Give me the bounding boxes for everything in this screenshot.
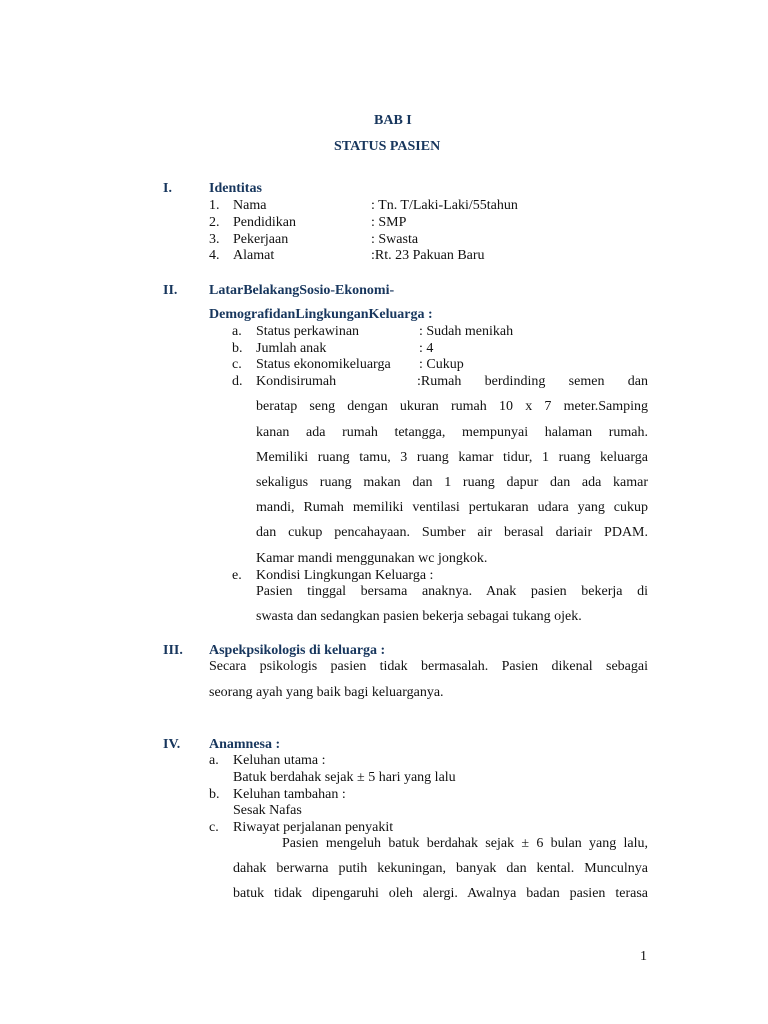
paragraph-line: dahak berwarna putih kekuningan, banyak dan kental. Munculnya [233,861,648,876]
field-label-jumlah-anak: Jumlah anak [256,341,327,356]
field-value-alamat: :Rt. 23 Pakuan Baru [371,248,485,263]
paragraph-line: dan cukup pencahayaan. Sumber air berasal dariair PDAM. [256,525,648,540]
list-item-letter: b. [232,341,243,356]
field-label-keluhan-utama: Keluhan utama : [233,753,326,768]
list-item-number: 3. [209,232,220,247]
section-heading-latar-line2: DemografidanLingkunganKeluarga : [209,307,433,322]
list-item-number: 2. [209,215,220,230]
field-label-kondisi-lingkungan: Kondisi Lingkungan Keluarga : [256,568,434,583]
list-item-letter: b. [209,787,220,802]
chapter-title: BAB I [374,113,412,128]
paragraph-line: kanan ada rumah tetangga, mempunyai halaman rumah. [256,425,648,440]
list-item-letter: e. [232,568,242,583]
section-heading-latar-line1: LatarBelakangSosio-Ekonomi- [209,283,395,298]
section-heading-psikologis: Aspekpsikologis di keluarga : [209,643,386,658]
paragraph-line: Pasien tinggal bersama anaknya. Anak pasien bekerja di [256,584,648,599]
list-item-letter: a. [209,753,219,768]
section-numeral-2: II. [163,283,178,298]
field-label-status-perkawinan: Status perkawinan [256,324,360,339]
paragraph-line-last: seorang ayah yang baik bagi keluarganya. [209,685,444,700]
list-item-letter: a. [232,324,242,339]
paragraph-line: beratap seng dengan ukuran rumah 10 x 7 meter.Samping [256,399,648,414]
field-label-pendidikan: Pendidikan [233,215,296,230]
paragraph-line: mandi, Rumah memiliki ventilasi pertukaran udara yang cukup [256,500,648,515]
paragraph-line: Pasien mengeluh batuk berdahak sejak ± 6 bulan yang lalu, [282,836,648,851]
list-item-number: 4. [209,248,220,263]
section-numeral-1: I. [163,181,172,196]
paragraph-line: Secara psikologis pasien tidak bermasalah. Pasien dikenal sebagai [209,659,648,674]
field-value-jumlah-anak: : 4 [419,341,434,356]
section-numeral-3: III. [163,643,183,658]
field-value-keluhan-utama: Batuk berdahak sejak ± 5 hari yang lalu [233,770,456,785]
page-title: STATUS PASIEN [334,139,441,154]
field-label-kondisi-rumah: Kondisirumah [256,374,337,389]
field-label-keluhan-tambahan: Keluhan tambahan : [233,787,346,802]
field-label-alamat: Alamat [233,248,275,263]
section-heading-anamnesa: Anamnesa : [209,737,281,752]
field-label-pekerjaan: Pekerjaan [233,232,289,247]
section-heading-identitas: Identitas [209,181,262,196]
field-value-pendidikan: : SMP [371,215,407,230]
field-value-keluhan-tambahan: Sesak Nafas [233,803,302,818]
paragraph-line: Memiliki ruang tamu, 3 ruang kamar tidur, 1 ruang keluarga [256,450,648,465]
field-value-pekerjaan: : Swasta [371,232,419,247]
field-label-status-ekonomi: Status ekonomikeluarga [256,357,391,372]
section-numeral-4: IV. [163,737,181,752]
field-label-nama: Nama [233,198,267,213]
paragraph-line-last: swasta dan sedangkan pasien bekerja sebagai tukang ojek. [256,609,582,624]
field-value-kondisi-rumah: :Rumah berdinding semen dan [417,374,648,389]
field-value-status-ekonomi: : Cukup [419,357,464,372]
list-item-letter: c. [209,820,219,835]
list-item-number: 1. [209,198,220,213]
page-number: 1 [640,949,647,964]
list-item-letter: d. [232,374,243,389]
list-item-letter: c. [232,357,242,372]
paragraph-line-last: Kamar mandi menggunakan wc jongkok. [256,551,488,566]
field-value-status-perkawinan: : Sudah menikah [419,324,514,339]
field-label-riwayat: Riwayat perjalanan penyakit [233,820,394,835]
field-value-nama: : Tn. T/Laki-Laki/55tahun [371,198,518,213]
paragraph-line: batuk tidak dipengaruhi oleh alergi. Awalnya badan pasien terasa [233,886,648,901]
paragraph-line: sekaligus ruang makan dan 1 ruang dapur dan ada kamar [256,475,648,490]
